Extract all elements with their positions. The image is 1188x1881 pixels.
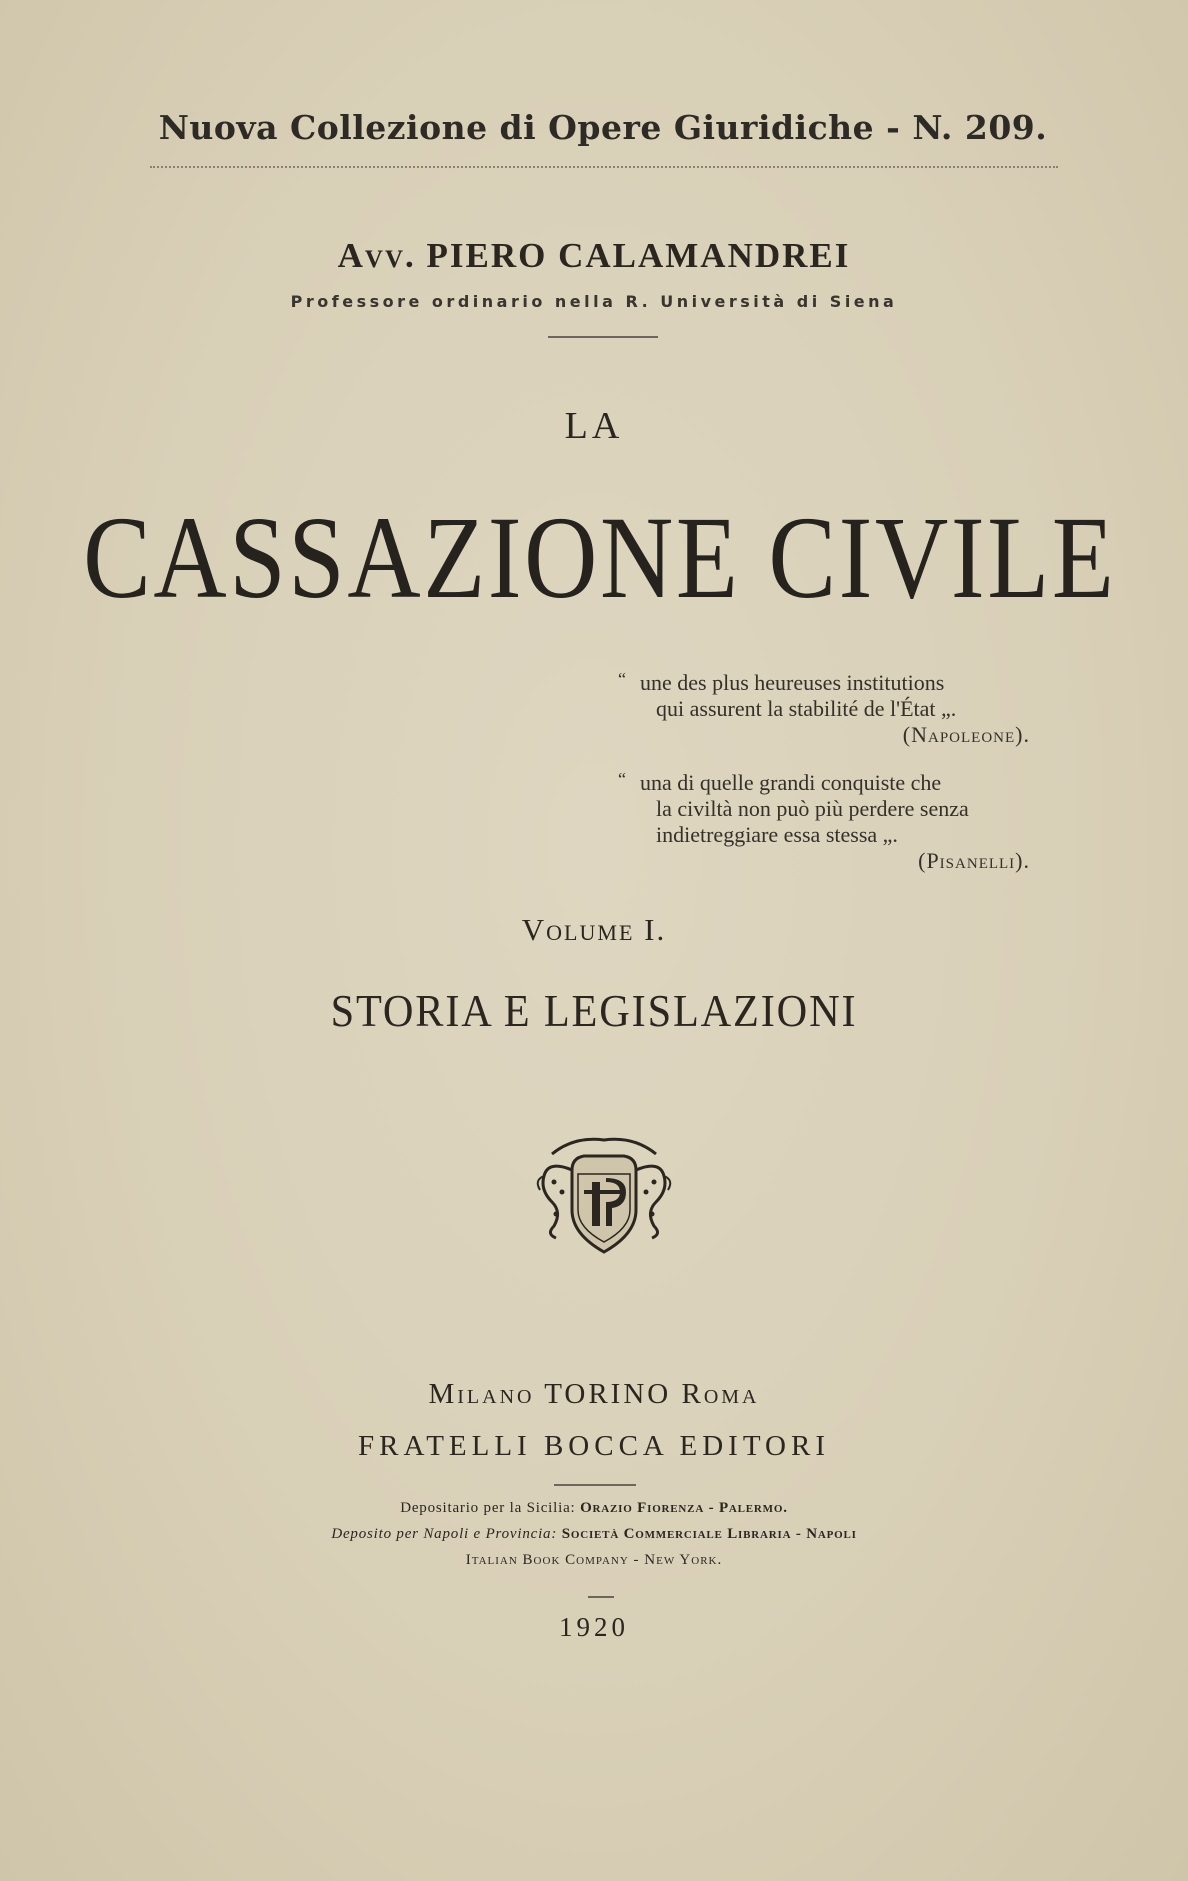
depositary-label: Deposito per Napoli e Provincia: [331,1526,558,1542]
publisher-name: FRATELLI BOCCA EDITORI [358,1430,830,1462]
depositary-naples [0,1526,1188,1543]
epigraph-line: indietreggiare essa stessa „. [656,822,898,847]
series-heading: Nuova Collezione di Opere Giuridiche - N. 209. [158,108,1048,147]
divider-short [548,336,658,338]
title-article: LA [564,405,624,447]
publisher-cities: Milano TORINO Roma [428,1378,760,1410]
epigraph-line: qui assurent la stabilité de l'État „. [656,696,957,721]
depositary-sicily [0,1500,1188,1517]
book-title: CASSAZIONE CIVILE [83,492,1117,623]
author-affiliation: Professore ordinario nella R. Università di Siena [290,292,898,311]
epigraph-attribution: (Napoleone). [902,722,1030,747]
depositary-label: Depositario per la Sicilia: [400,1500,576,1516]
epigraph-napoleone [610,670,1060,748]
volume-number: Volume I. [521,912,667,947]
depositary-value: Orazio Fiorenza - Palermo. [580,1500,788,1516]
publisher-crest-icon [534,1130,674,1260]
divider-short [588,1596,614,1598]
epigraph-line: “ une des plus heureuses institutions [610,670,1060,696]
divider-short [554,1484,636,1486]
dotted-divider [150,166,1058,168]
epigraph-pisanelli [610,770,1060,874]
epigraph-line: la civiltà non può più perdere senza [656,796,969,821]
publication-year: 1920 [559,1612,629,1642]
depositary-value: Società Commerciale Libraria - Napoli [561,1526,857,1542]
author-name: Avv. PIERO CALAMANDREI [337,236,851,275]
volume-subtitle: STORIA E LEGISLAZIONI [330,985,858,1036]
epigraph-line: “ una di quelle grandi conquiste che [610,770,1060,796]
depositary-new-york: Italian Book Company - New York. [465,1552,723,1568]
epigraph-attribution: (Pisanelli). [918,848,1030,873]
